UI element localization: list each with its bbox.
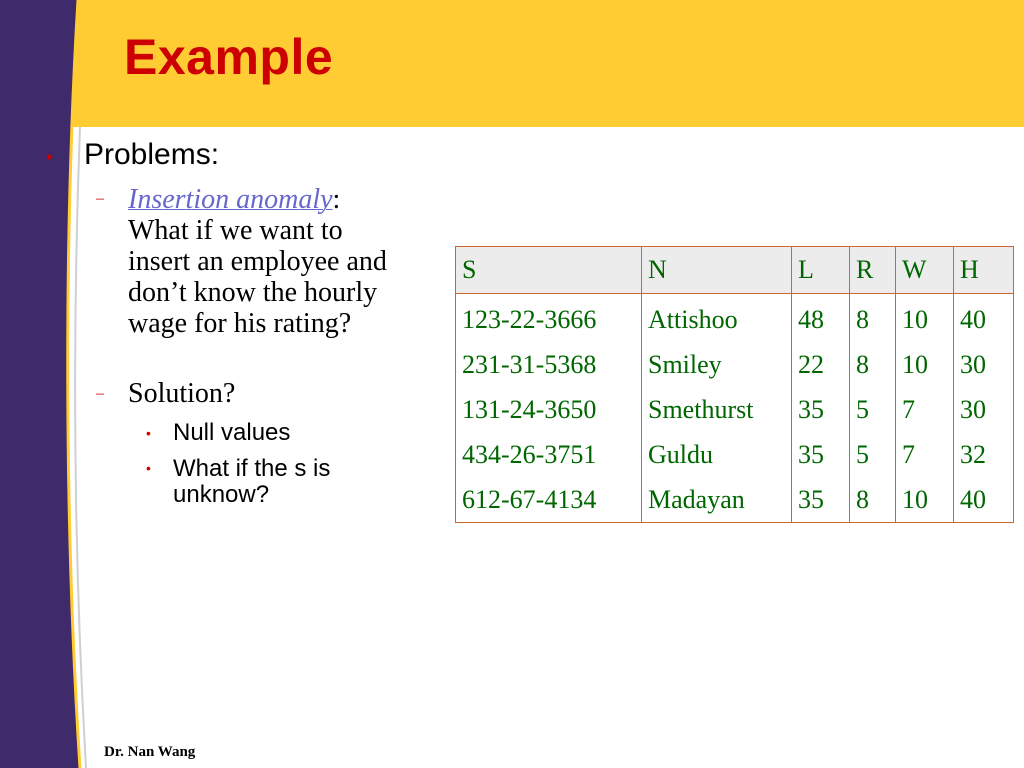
insertion-anomaly-item — [128, 184, 408, 339]
cell-w: 7 — [896, 432, 954, 477]
solution-item: Solution? — [128, 378, 236, 409]
cell-s: 612-67-4134 — [456, 477, 642, 523]
cell-s: 434-26-3751 — [456, 432, 642, 477]
bullet-icon: • — [46, 147, 53, 167]
employee-table — [455, 246, 1014, 523]
cell-n: Guldu — [642, 432, 792, 477]
header-w: W — [896, 247, 954, 294]
cell-s: 123-22-3666 — [456, 294, 642, 343]
cell-w: 7 — [896, 387, 954, 432]
cell-h: 40 — [954, 477, 1014, 523]
bullet-icon: • — [146, 425, 151, 441]
cell-l: 35 — [792, 477, 850, 523]
solution-unknown-s: What if the s is unknow? — [173, 455, 331, 508]
slide-title: Example — [124, 29, 334, 85]
cell-r: 8 — [850, 342, 896, 387]
solution-null-values: Null values — [173, 419, 291, 446]
cell-r: 8 — [850, 294, 896, 343]
table-row — [456, 342, 1014, 387]
cell-n: Smethurst — [642, 387, 792, 432]
cell-n: Attishoo — [642, 294, 792, 343]
table-row — [456, 294, 1014, 343]
cell-s: 131-24-3650 — [456, 387, 642, 432]
header-h: H — [954, 247, 1014, 294]
table-row — [456, 432, 1014, 477]
dash-icon: – — [96, 190, 104, 207]
insertion-anomaly-text: What if we want to insert an employee and don’t know the hourly wage for his rating? — [128, 215, 387, 339]
header-r: R — [850, 247, 896, 294]
cell-l: 35 — [792, 432, 850, 477]
header-s: S — [456, 247, 642, 294]
cell-n: Smiley — [642, 342, 792, 387]
header-l: L — [792, 247, 850, 294]
cell-l: 35 — [792, 387, 850, 432]
header-n: N — [642, 247, 792, 294]
cell-h: 30 — [954, 387, 1014, 432]
cell-w: 10 — [896, 294, 954, 343]
cell-w: 10 — [896, 342, 954, 387]
footer-author: Dr. Nan Wang — [104, 744, 196, 760]
cell-l: 22 — [792, 342, 850, 387]
cell-h: 30 — [954, 342, 1014, 387]
cell-r: 8 — [850, 477, 896, 523]
table-row — [456, 387, 1014, 432]
cell-h: 40 — [954, 294, 1014, 343]
table-header-row — [456, 247, 1014, 294]
table-row — [456, 477, 1014, 523]
cell-h: 32 — [954, 432, 1014, 477]
term-colon: : — [332, 184, 341, 215]
cell-r: 5 — [850, 387, 896, 432]
cell-r: 5 — [850, 432, 896, 477]
bullet-problems: Problems: — [84, 138, 220, 171]
bullet-icon: • — [146, 460, 151, 476]
cell-l: 48 — [792, 294, 850, 343]
cell-s: 231-31-5368 — [456, 342, 642, 387]
dash-icon: – — [96, 385, 104, 402]
cell-n: Madayan — [642, 477, 792, 523]
insertion-anomaly-term[interactable]: Insertion anomaly — [128, 184, 333, 215]
cell-w: 10 — [896, 477, 954, 523]
